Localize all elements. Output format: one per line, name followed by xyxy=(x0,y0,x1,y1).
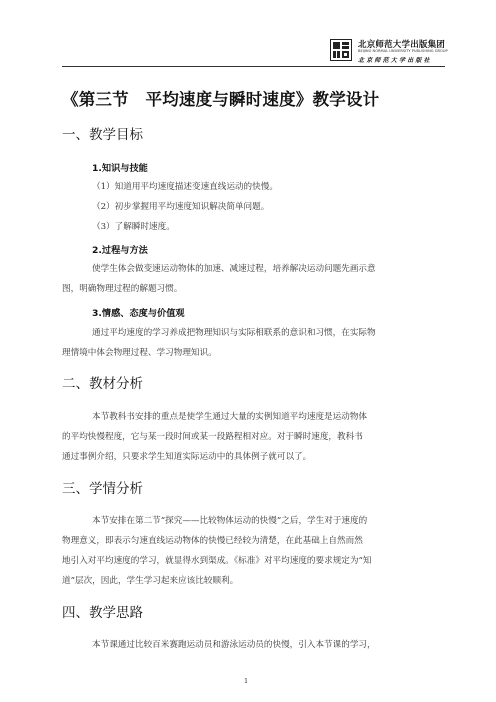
section-heading-learner-analysis: 三、学情分析 xyxy=(62,481,143,497)
paragraph-line: 物理意义，即表示匀速直线运动物体的快慢已经较为清楚，在此基础上自然而然 xyxy=(62,536,363,546)
document-title: 《第三节 平均速度与瞬时速度》教学设计 xyxy=(62,90,380,109)
paragraph-line: 理情境中体会物理过程、学习物理知识。 xyxy=(62,348,217,358)
section-heading-textbook-analysis: 二、教材分析 xyxy=(62,376,143,392)
page-number: 1 xyxy=(244,677,249,685)
paragraph-line: 通过平均速度的学习养成把物理知识与实际相联系的意识和习惯，在实际物 xyxy=(92,328,376,338)
paragraph-line: 本节安排在第二节“探究——比较物体运动的快慢”之后，学生对于速度的 xyxy=(92,516,368,526)
publisher-name-cn: 北京师范大学出版集团 xyxy=(358,40,446,50)
paragraph-line: 使学生体会做变速运动物体的加速、减速过程，培养解决运动问题先画示意 xyxy=(92,264,376,274)
paragraph-line: 通过事例介绍，只要求学生知道实际运动中的具体例子就可以了。 xyxy=(62,452,312,462)
section-heading-objectives: 一、教学目标 xyxy=(62,127,143,143)
subheading-attitude-values: 3.情感、态度与价值观 xyxy=(92,308,185,319)
publisher-logo-icon xyxy=(330,39,352,61)
paragraph-line: 道”层次，因此，学生学习起来应该比较顺利。 xyxy=(62,576,239,586)
subheading-process-method: 2.过程与方法 xyxy=(92,245,148,256)
publisher-name-en: BEIJING NORMAL UNIVERSITY PUBLISHING GROUP xyxy=(358,49,448,53)
section-heading-teaching-approach: 四、教学思路 xyxy=(62,605,143,621)
paragraph-line: （3）了解瞬时速度。 xyxy=(92,222,175,232)
paragraph-line: 地引入对平均速度的学习，就显得水到渠成。《标准》对平均速度的要求规定为“知 xyxy=(62,556,372,566)
publisher-subname: 北京师范大学出版社 xyxy=(358,57,432,64)
subheading-knowledge-skills: 1.知识与技能 xyxy=(92,163,148,174)
paragraph-line: 本节教科书安排的重点是使学生通过大量的实例知道平均速度是运动物体 xyxy=(92,412,368,422)
paragraph-line: 的平均快慢程度，它与某一段时间或某一段路程相对应。对于瞬时速度，教科书 xyxy=(62,432,363,442)
paragraph-line: 图，明确物理过程的解题习惯。 xyxy=(62,284,183,294)
paragraph-line: （2）初步掌握用平均速度知识解决简单问题。 xyxy=(92,202,270,212)
paragraph-line: 本节课通过比较百米赛跑运动员和游泳运动员的快慢，引入本节课的学习， xyxy=(92,640,376,650)
header-rule xyxy=(62,66,445,67)
paragraph-line: （1）知道用平均速度描述变速直线运动的快慢。 xyxy=(92,182,278,192)
